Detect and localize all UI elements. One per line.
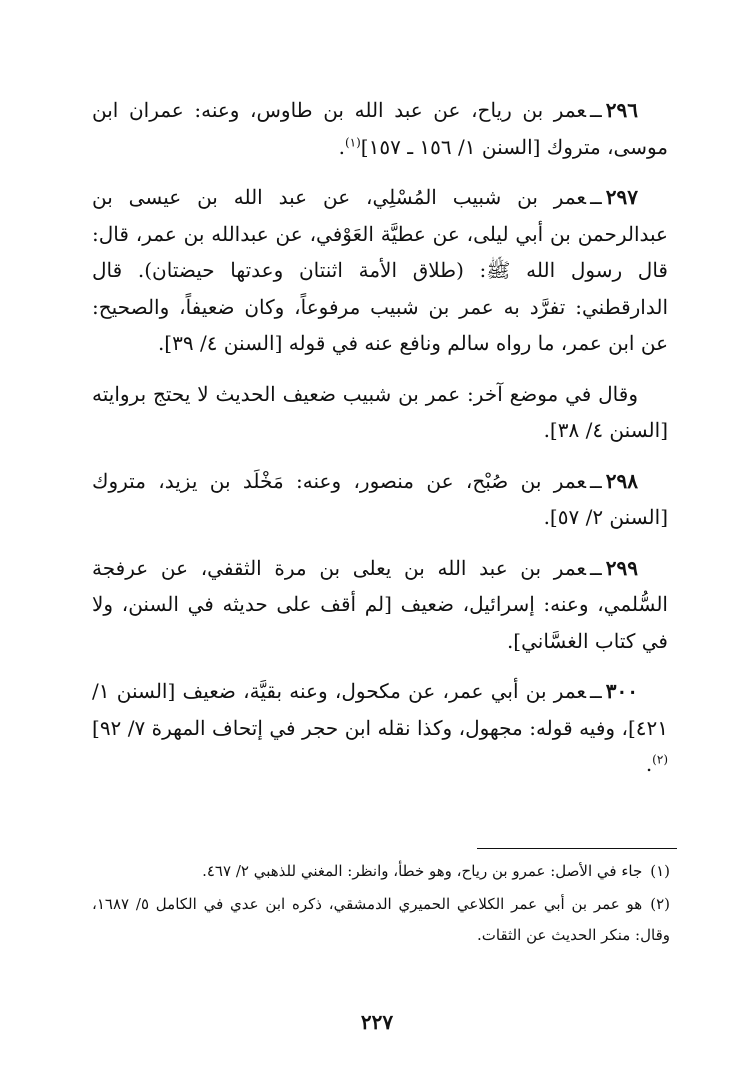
entry-296	[92, 92, 668, 165]
entry-dash: ــ	[590, 468, 602, 493]
footnote-text: هو عمر بن أبي عمر الكلاعي الحميري الدمشقي، ذكره ابن عدي في الكامل ٥/ ١٦٨٧، وقال: منكر الحديث عن الثقات.	[92, 895, 670, 944]
entry-number: ٢٩٨	[605, 468, 638, 493]
entry-300	[92, 673, 668, 783]
entry-text: عمر بن عبد الله بن يعلى بن مرة الثقفي، عن عرفجة السُّلمي، وعنه: إسرائيل، ضعيف [لم أقف على حديثه في السنن، ولا في كتاب الغسَّاني].	[92, 555, 668, 653]
entry-dash: ــ	[590, 185, 602, 209]
footnotes	[92, 856, 670, 953]
entry-number: ٢٩٦	[605, 98, 638, 122]
entry-dash: ــ	[590, 555, 602, 580]
page-number: ٢٢٧	[360, 1010, 394, 1034]
entry-297	[92, 179, 668, 362]
entry-end: .	[645, 752, 653, 776]
footnote-reference[interactable]: (٢)	[652, 752, 668, 767]
entry-end: .	[338, 134, 345, 159]
footnote-mark: (٢)	[650, 895, 670, 913]
entry-number: ٢٩٩	[605, 555, 638, 580]
entry-text: عمر بن رياح، عن عبد الله بن طاوس، وعنه: عمران ابن موسى، متروك [السنن ١/ ١٥٦ ـ ١٥٧]	[92, 98, 668, 159]
entry-text: عمر بن شبيب المُسْلِي، عن عبد الله بن عيسى بن عبدالرحمن بن أبي ليلى، عن عطيَّة العَوْفي، عن عبدالله بن عمر، قال: قال رسول الله ﷺ: (طلاق الأمة اثنتان وعدتها حيضتان). قال الدارقطني: تفرَّد به عمر بن شبيب مرفوعاً، وكان ضعيفاً، والصحيح: عن ابن عمر، ما رواه سالم ونافع عنه في قوله [السنن ٤/ ٣٩].	[92, 185, 668, 355]
entry-dash: ــ	[590, 679, 602, 703]
footnote-mark: (١)	[650, 862, 670, 880]
entry-text: عمر بن صُبْح، عن منصور، وعنه: مَخْلَد بن يزيد، متروك [السنن ٢/ ٥٧].	[92, 468, 668, 529]
footnote-1	[92, 856, 670, 887]
entry-number: ٢٩٧	[605, 185, 639, 209]
entry-299	[92, 550, 668, 660]
entry-number: ٣٠٠	[605, 679, 638, 703]
entry-text: وقال في موضع آخر: عمر بن شبيب ضعيف الحديث لا يحتج بروايته [السنن ٤/ ٣٨].	[92, 381, 668, 442]
footnote-separator	[477, 848, 677, 849]
footnote-2	[92, 889, 670, 951]
entry-dash: ــ	[590, 98, 602, 122]
narrator-entries	[92, 92, 668, 797]
footnote-reference[interactable]: (١)	[344, 134, 361, 149]
footnote-text: جاء في الأصل: عمرو بن رياح، وهو خطأ، وانظر: المغني للذهبي ٢/ ٤٦٧.	[202, 862, 643, 880]
entry-297-continuation	[92, 376, 668, 449]
entry-298	[92, 463, 668, 536]
entry-text: عمر بن أبي عمر، عن مكحول، وعنه بقيَّة، ضعيف [السنن ١/ ٤٢١]، وفيه قوله: مجهول، وكذا نقله ابن حجر في إتحاف المهرة ٧/ ٩٢]	[92, 679, 668, 740]
